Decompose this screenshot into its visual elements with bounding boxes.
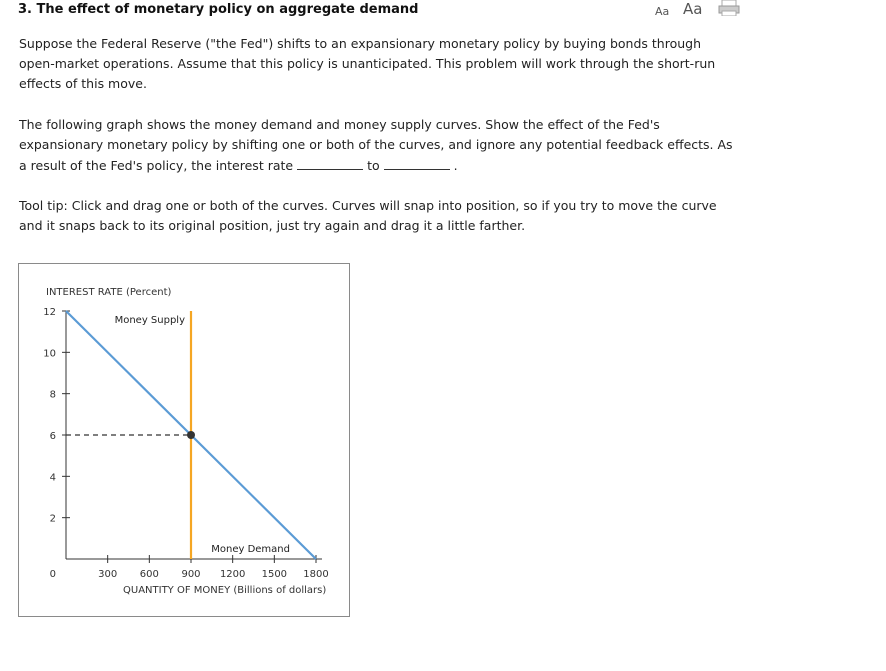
interest-rate-answer-blank-2[interactable] xyxy=(384,155,450,170)
instruction-text: The following graph shows the money demand and money supply curves. Show the effect of the Fed's expansionary monetary policy by shifting one or both of the curves, and ignore any potential feedback effects. As a result of the Fed's policy, the interest rate xyxy=(19,117,733,173)
x-tick-label: 1500 xyxy=(261,569,288,580)
money-supply-label: Money Supply xyxy=(114,315,185,326)
y-tick-label: 4 xyxy=(49,472,56,484)
y-axis-label: INTEREST RATE (Percent) xyxy=(46,287,172,298)
instruction-paragraph xyxy=(19,115,739,176)
font-size-increase-button[interactable]: Aa xyxy=(683,0,703,18)
question-title: 3. The effect of monetary policy on aggregate demand xyxy=(18,2,419,17)
y-tick-label: 8 xyxy=(49,389,56,401)
y-tick-label: 10 xyxy=(43,348,56,360)
y-tick-label: 6 xyxy=(49,431,56,442)
to-label: to xyxy=(367,158,380,173)
y-tick-label: 2 xyxy=(49,513,56,525)
money-demand-label: Money Demand xyxy=(211,544,290,555)
x-axis-label: QUANTITY OF MONEY (Billions of dollars) xyxy=(123,585,327,596)
intro-paragraph: Suppose the Federal Reserve ("the Fed") shifts to an expansionary monetary policy by buying bonds through open-market operations. Assume that this policy is unanticipated. This problem will work through the short-run effects of this move. xyxy=(19,36,716,91)
interest-rate-answer-blank-1[interactable] xyxy=(297,155,363,170)
graph-container xyxy=(18,263,350,617)
y-tick-label: 0 xyxy=(49,569,56,580)
x-tick-label: 300 xyxy=(98,569,118,580)
x-tick-label: 1200 xyxy=(219,569,246,580)
tooltip-paragraph: Tool tip: Click and drag one or both of the curves. Curves will snap into position, so if you try to move the curve and it snaps back to its original position, just try again and drag it a little farther. xyxy=(19,198,717,233)
period-label: . xyxy=(453,158,458,173)
x-tick-label: 1800 xyxy=(303,569,329,580)
equilibrium-point xyxy=(187,431,195,439)
money-market-chart xyxy=(19,264,349,616)
x-tick-label: 900 xyxy=(181,569,201,580)
print-icon[interactable] xyxy=(718,0,740,16)
x-tick-label: 600 xyxy=(139,569,159,580)
font-size-decrease-button[interactable]: Aa xyxy=(655,5,670,18)
y-tick-label: 12 xyxy=(43,307,56,318)
